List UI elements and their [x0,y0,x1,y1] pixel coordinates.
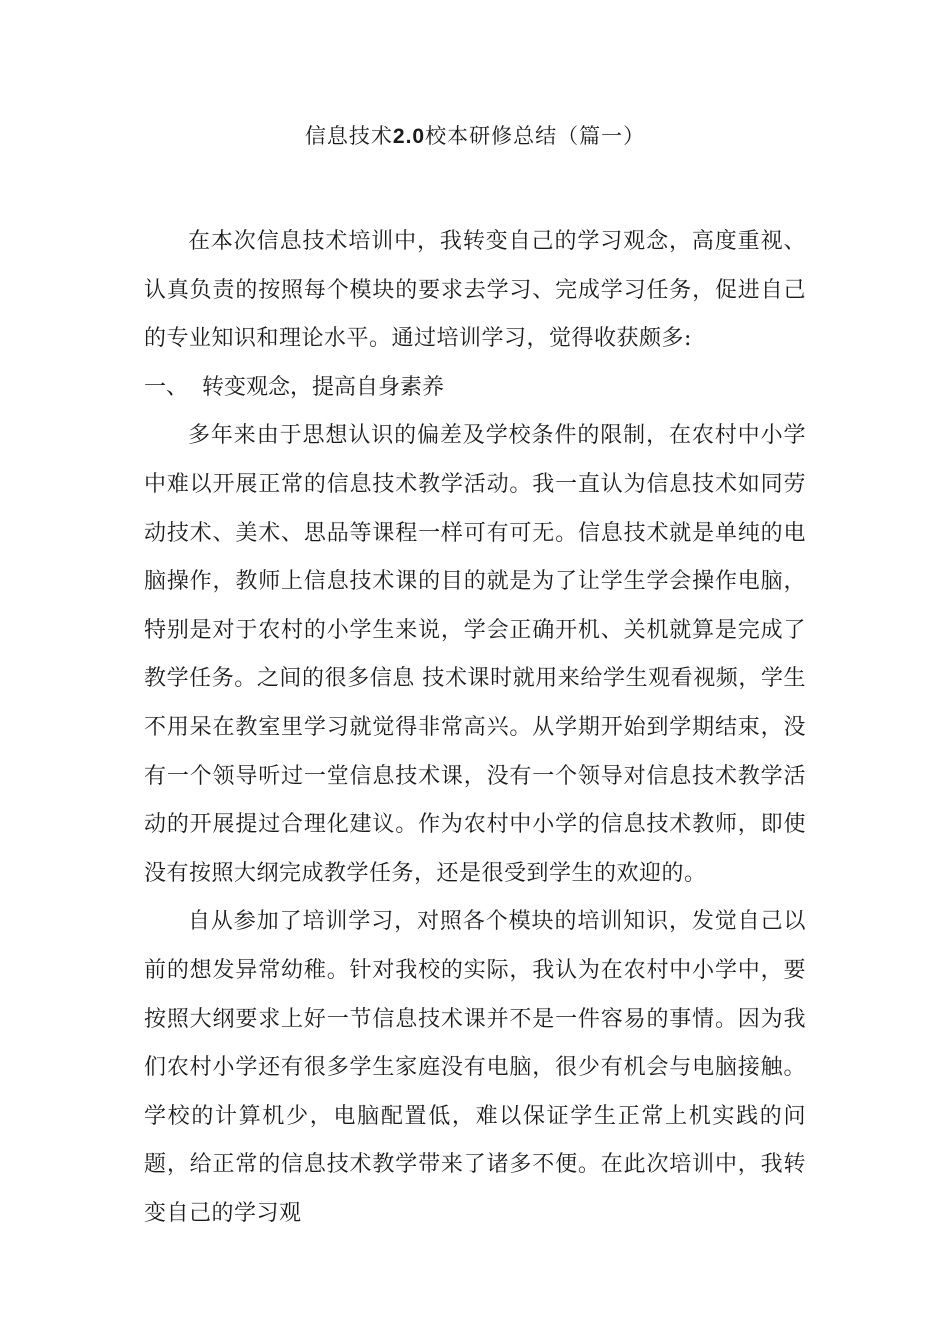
document-body [144,218,806,1238]
intro-paragraph: 在本次信息技术培训中，我转变自己的学习观念，高度重视、认真负责的按照每个模块的要求去学习、完成学习任务，促进自己的专业知识和理论水平。通过培训学习，觉得收获颇多: [144,229,806,352]
section-marker: 一、 [144,374,189,400]
section-heading [144,364,806,413]
document-title [0,116,950,157]
section-heading-text: 转变观念，提高自身素养 [202,374,445,400]
title-number: 2.0 [392,125,426,148]
title-suffix: 校本研修总结（篇一） [425,124,646,148]
section-paragraph-1: 多年来由于思想认识的偏差及学校条件的限制，在农村中小学中难以开展正常的信息技术教学活动。我一直认为信息技术如同劳动技术、美术、思品等课程一样可有可无。信息技术就是单纯的电脑操作，教师上信息技术课的目的就是为了让学生学会操作电脑，特别是对于农村的小学生来说，学会正确开机、关机就算是完成了教学任务。之间的很多信息 技术课时就用来给学生观看视频，学生不用呆在教室里学习就觉得非常高兴。从学期开始到学期结束，没有一个领导听过一堂信息技术课，没有一个领导对信息技术教学活动的开展提过合理化建议。作为农村中小学的信息技术教师，即使没有按照大纲完成教学任务，还是很受到学生的欢迎的。 [144,423,806,886]
section-paragraph-2: 自从参加了培训学习，对照各个模块的培训知识，发觉自己以前的想发异常幼稚。针对我校的实际，我认为在农村中小学中，要按照大纲要求上好一节信息技术课并不是一件容易的事情。因为我们农村小学还有很多学生家庭没有电脑，很少有机会与电脑接触。学校的计算机少，电脑配置低，难以保证学生正常上机实践的问题，给正常的信息技术教学带来了诸多不便。在此次培训中，我转变自己的学习观 [144,909,806,1226]
title-prefix: 信息技术 [304,124,393,148]
